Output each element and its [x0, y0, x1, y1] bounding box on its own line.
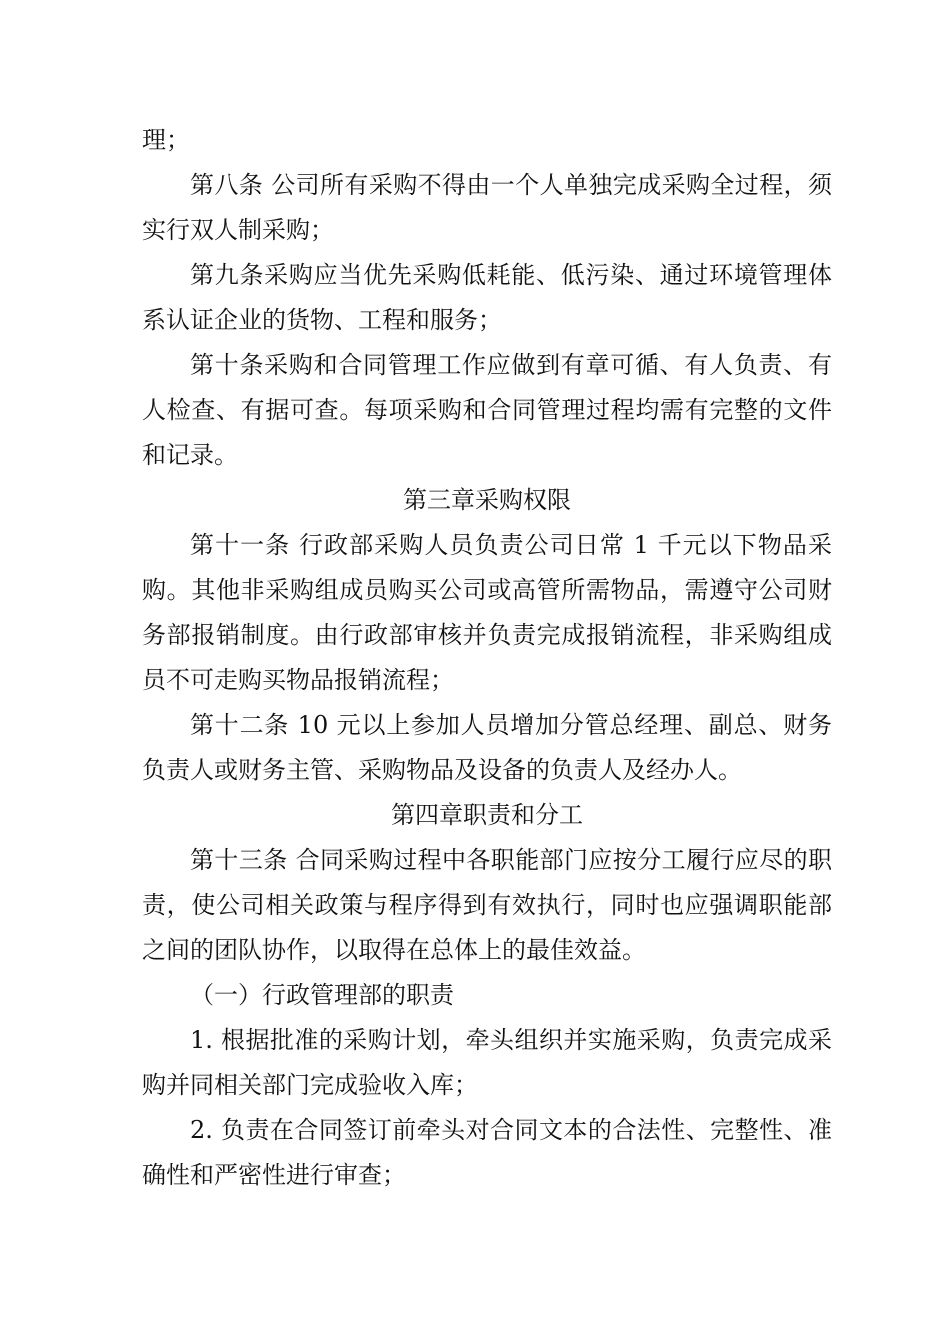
list-item-2: 2. 负责在合同签订前牵头对合同文本的合法性、完整性、准确性和严密性进行审查； [142, 1116, 832, 1189]
article-9-paragraph: 第九条采购应当优先采购低耗能、低污染、通过环境管理体系认证企业的货物、工程和服务； [142, 261, 832, 334]
subsection-heading-admin-duties: （一）行政管理部的职责 [190, 981, 454, 1009]
article-12-paragraph: 第十二条 10 元以上参加人员增加分管总经理、副总、财务负责人或财务主管、采购物品及设备的负责人及经办人。 [142, 711, 832, 784]
article-13-paragraph: 第十三条 合同采购过程中各职能部门应按分工履行应尽的职责，使公司相关政策与程序得到有效执行，同时也应强调职能部之间的团队协作，以取得在总体上的最佳效益。 [142, 846, 832, 964]
paragraph-continuation: 理； [142, 126, 190, 154]
article-11-paragraph: 第十一条 行政部采购人员负责公司日常 1 千元以下物品采购。其他非采购组成员购买公司或高管所需物品，需遵守公司财务部报销制度。由行政部审核并负责完成报销流程，非采购组成员不可走购买物品报销流程； [142, 531, 832, 694]
list-item-1: 1. 根据批准的采购计划，牵头组织并实施采购，负责完成采购并同相关部门完成验收入库； [142, 1026, 832, 1099]
chapter-4-heading: 第四章职责和分工 [391, 801, 583, 829]
article-10-paragraph: 第十条采购和合同管理工作应做到有章可循、有人负责、有人检查、有据可查。每项采购和合同管理过程均需有完整的文件和记录。 [142, 351, 832, 469]
article-8-paragraph: 第八条 公司所有采购不得由一个人单独完成采购全过程，须实行双人制采购； [142, 171, 832, 244]
document-body [142, 118, 832, 1198]
chapter-3-heading: 第三章采购权限 [403, 486, 571, 514]
